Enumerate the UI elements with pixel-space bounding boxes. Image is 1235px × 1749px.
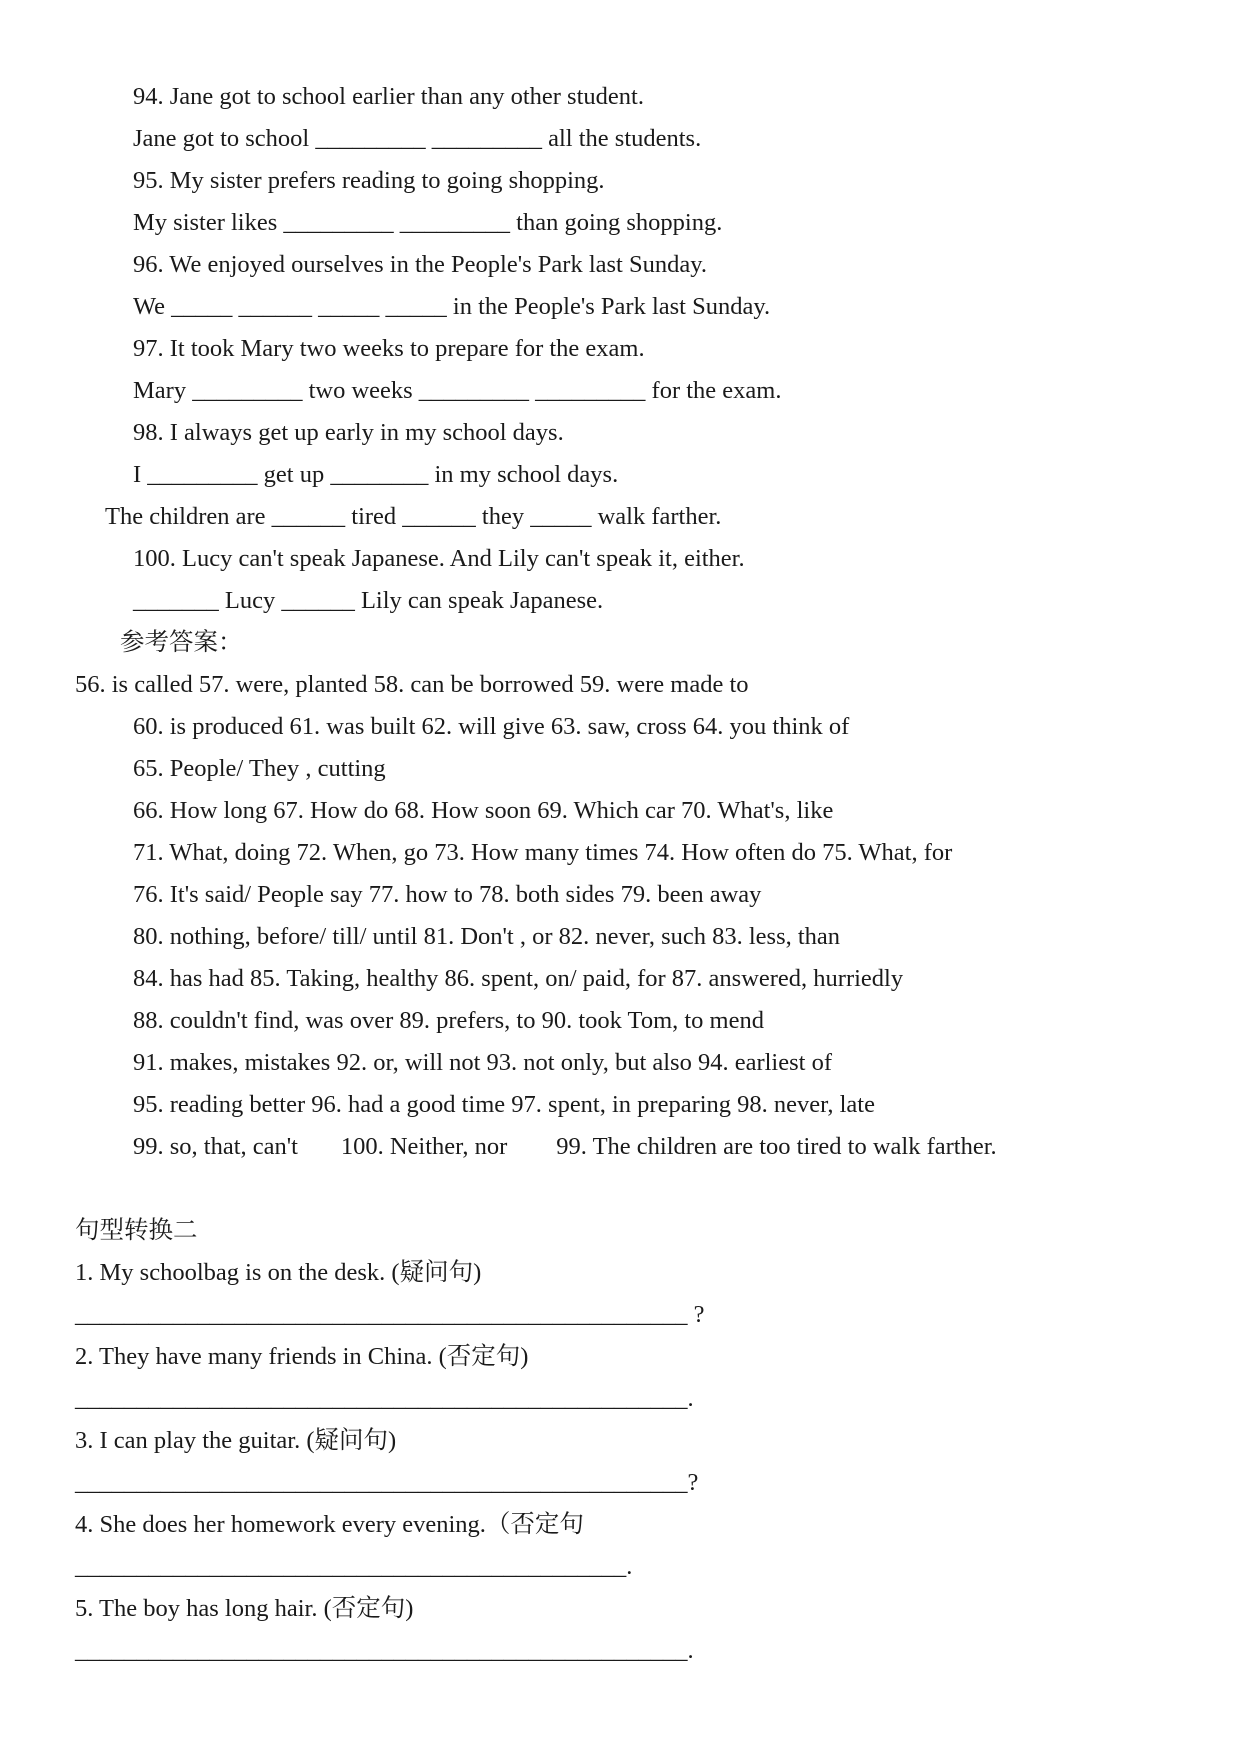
answer-line: 91. makes, mistakes 92. or, will not 93. not only, but also 94. earliest of	[133, 1049, 832, 1076]
answer-line: 99. so, that, can't 100. Neither, nor 99. The children are too tired to walk farther.	[133, 1133, 997, 1160]
exercise-line-q96: 96. We enjoyed ourselves in the People's Park last Sunday.	[133, 251, 708, 278]
section2-question-4: 4. She does her homework every evening.（否定句	[75, 1511, 584, 1538]
section2-answer-blank-5: __________________________________________________.	[75, 1637, 694, 1664]
exercise-line-q97-rewrite: Mary _________ two weeks _________ _________ for the exam.	[133, 377, 782, 404]
exercise-line-q99-rewrite: The children are ______ tired ______ they _____ walk farther.	[105, 503, 722, 530]
section2-title: 句型转换二	[75, 1217, 198, 1244]
section2-question-2: 2. They have many friends in China. (否定句)	[75, 1343, 529, 1370]
exercise-line-q94-rewrite: Jane got to school _________ _________ all the students.	[133, 125, 702, 152]
exercise-line-q95: 95. My sister prefers reading to going shopping.	[133, 167, 605, 194]
exercise-line-q94: 94. Jane got to school earlier than any other student.	[133, 83, 644, 110]
answer-line: 71. What, doing 72. When, go 73. How many times 74. How often do 75. What, for	[133, 839, 953, 866]
exercise-line-q98: 98. I always get up early in my school days.	[133, 419, 564, 446]
answer-line: 66. How long 67. How do 68. How soon 69. Which car 70. What's, like	[133, 797, 834, 824]
section2-question-3: 3. I can play the guitar. (疑问句)	[75, 1427, 397, 1454]
section2-answer-blank-3: __________________________________________________?	[75, 1469, 699, 1496]
answer-line: 88. couldn't find, was over 89. prefers, to 90. took Tom, to mend	[133, 1007, 764, 1034]
section2-answer-blank-1: __________________________________________________ ?	[75, 1301, 705, 1328]
answer-line: 95. reading better 96. had a good time 97. spent, in preparing 98. never, late	[133, 1091, 875, 1118]
section2-answer-blank-4: _____________________________________________.	[75, 1553, 633, 1580]
answer-line: 60. is produced 61. was built 62. will give 63. saw, cross 64. you think of	[133, 713, 850, 740]
answer-line: 56. is called 57. were, planted 58. can be borrowed 59. were made to	[75, 671, 749, 698]
exercise-line-q98-rewrite: I _________ get up ________ in my school days.	[133, 461, 619, 488]
exercise-line-q100: 100. Lucy can't speak Japanese. And Lily can't speak it, either.	[133, 545, 745, 572]
exercise-line-q97: 97. It took Mary two weeks to prepare for the exam.	[133, 335, 645, 362]
exercise-line-q100-rewrite: _______ Lucy ______ Lily can speak Japanese.	[133, 587, 604, 614]
answers-heading: 参考答案：	[120, 629, 243, 656]
section2-answer-blank-2: __________________________________________________.	[75, 1385, 694, 1412]
exercise-line-q96-rewrite: We _____ ______ _____ _____ in the People's Park last Sunday.	[133, 293, 771, 320]
answer-line: 65. People/ They , cutting	[133, 755, 386, 782]
answer-line: 80. nothing, before/ till/ until 81. Don't , or 82. never, such 83. less, than	[133, 923, 841, 950]
exercise-line-q95-rewrite: My sister likes _________ _________ than going shopping.	[133, 209, 723, 236]
section2-question-1: 1. My schoolbag is on the desk. (疑问句)	[75, 1259, 482, 1286]
answer-line: 84. has had 85. Taking, healthy 86. spent, on/ paid, for 87. answered, hurriedly	[133, 965, 904, 992]
answer-line: 76. It's said/ People say 77. how to 78. both sides 79. been away	[133, 881, 762, 908]
section2-question-5: 5. The boy has long hair. (否定句)	[75, 1595, 414, 1622]
